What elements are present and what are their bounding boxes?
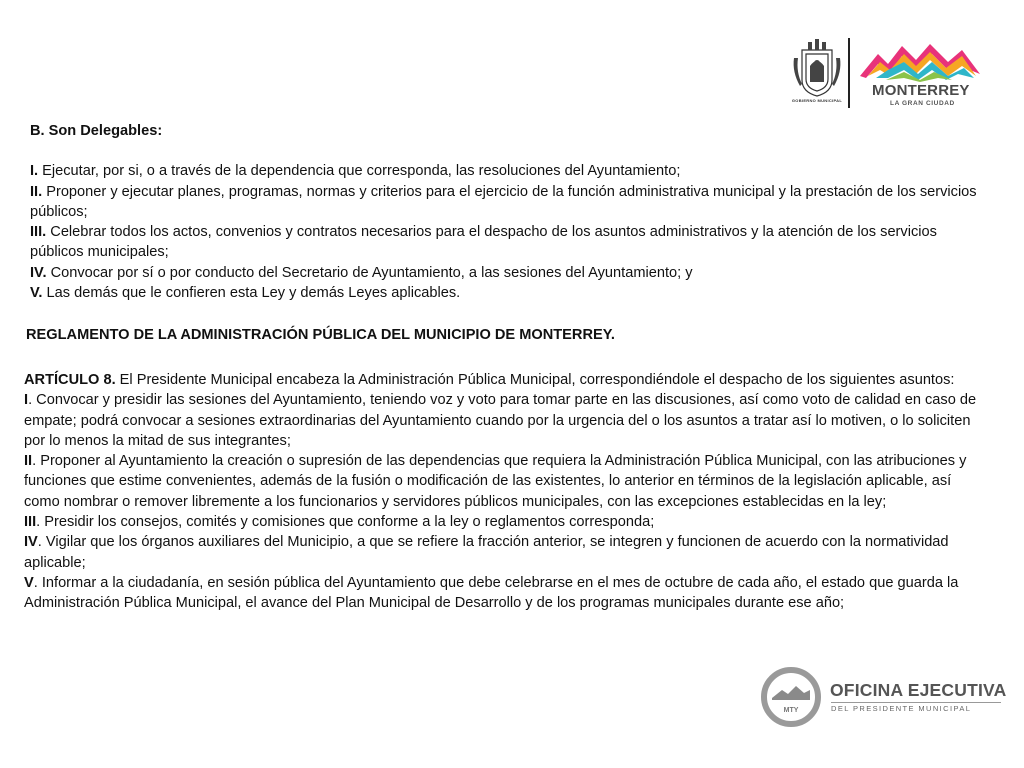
item-number: III.	[30, 224, 47, 241]
logo-title: MONTERREY	[872, 82, 970, 99]
item-number: IV.	[30, 264, 47, 281]
item-text: Convocar por sí o por conducto del Secretario de Ayuntamiento, a las sesiones del Ayuntamiento; y	[46, 264, 693, 281]
item-text: . Convocar y presidir las sesiones del Ayuntamiento, teniendo voz y voto para tomar parte en las discusiones, así como voto de calidad en caso de empate; podrá convocar a sesiones extraordinarias del Ayuntamiento cuando por la urgencia del o los asuntos a tratar así lo motiven, o lo soliciten por lo menos la mitad de sus integrantes;	[24, 392, 977, 449]
oficina-ejecutiva-mark-icon	[760, 666, 822, 728]
item-number: I	[24, 392, 29, 409]
item-text: . Presidir los consejos, comités y comisiones que conforme a la ley o reglamentos corresponda;	[36, 514, 655, 531]
list-item	[30, 263, 980, 283]
list-item	[30, 182, 980, 223]
logo-divider	[848, 38, 850, 108]
article-label: ARTÍCULO 8.	[24, 372, 116, 388]
item-number: III	[24, 514, 37, 531]
item-number: IV	[24, 534, 38, 551]
list-item	[30, 222, 980, 263]
seal-caption: GOBIERNO MUNICIPAL	[791, 98, 843, 103]
article-intro-text: El Presidente Municipal encabeza la Administración Pública Municipal, correspondiéndole el despacho de los siguientes asuntos:	[115, 372, 955, 388]
item-text: Proponer y ejecutar planes, programas, normas y criterios para el ejercicio de la función administrativa municipal y la prestación de los servicios públicos;	[30, 183, 977, 220]
footer-mark-text: MTY	[783, 707, 799, 714]
item-text: . Informar a la ciudadanía, en sesión pública del Ayuntamiento que debe celebrarse en el mes de octubre de cada año, el estado que guarda la Administración Pública Municipal, el avance del Plan Municipal de Desarrollo y de los programas municipales durante ese año;	[24, 574, 959, 612]
list-item	[24, 573, 982, 614]
section-delegables	[30, 121, 980, 303]
item-text: Ejecutar, por si, o a través de la dependencia que corresponda, las resoluciones del Ayuntamiento;	[38, 163, 681, 180]
header-logos	[786, 36, 986, 112]
logo-subtitle: LA GRAN CIUDAD	[890, 100, 955, 107]
item-text: Celebrar todos los actos, convenios y contratos necesarios para el despacho de los asuntos administrativos y la atención de los servicios públicos municipales;	[30, 224, 937, 261]
list-item	[24, 390, 982, 451]
article-8	[24, 370, 982, 614]
regulation-title: REGLAMENTO DE LA ADMINISTRACIÓN PÚBLICA DEL MUNICIPIO DE MONTERREY.	[26, 327, 615, 343]
footer-logo	[760, 666, 1010, 732]
item-number: V	[24, 574, 34, 591]
list-item	[24, 451, 982, 512]
article-intro	[24, 370, 982, 390]
list-item	[24, 512, 982, 532]
item-number: I.	[30, 163, 39, 180]
item-text: . Proponer al Ayuntamiento la creación o supresión de las dependencias que requiera la Administración Pública Municipal, con las atribuciones y funciones que estime convenientes, además de la fusión o modificación de las existentes, lo anterior en términos de la legislación aplicable, así como nombrar o remover libremente a los funcionarios y servidores públicos municipales, con las excepciones establecidas en la ley;	[24, 453, 967, 510]
item-text: . Vigilar que los órganos auxiliares del Municipio, a que se refiere la fracción anterior, se integren y funcionen de acuerdo con la normatividad aplicable;	[24, 534, 949, 571]
footer-title: OFICINA EJECUTIVA	[830, 680, 1007, 700]
footer-subtitle: DEL PRESIDENTE MUNICIPAL	[831, 704, 972, 713]
item-number: II	[24, 453, 33, 470]
footer-divider	[831, 702, 1001, 703]
list-item	[30, 283, 980, 303]
item-number: II.	[30, 183, 43, 200]
list-item	[30, 161, 980, 181]
item-text: Las demás que le confieren esta Ley y demás Leyes aplicables.	[42, 285, 461, 302]
section-heading: B. Son Delegables:	[30, 123, 163, 139]
item-number: V.	[30, 285, 43, 302]
list-item	[24, 532, 982, 573]
